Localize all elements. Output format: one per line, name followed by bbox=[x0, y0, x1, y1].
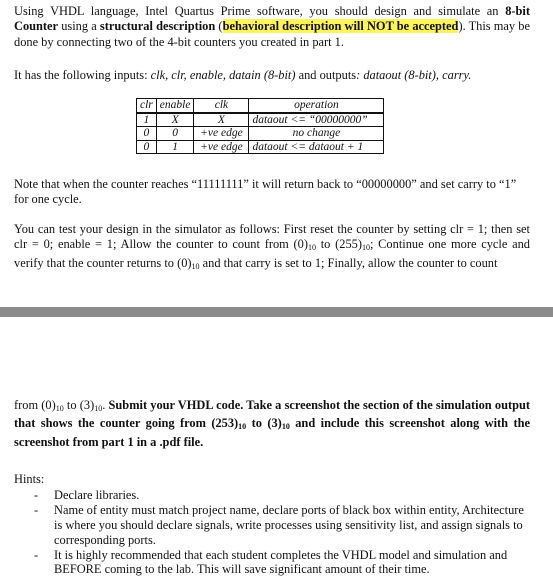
submission-instructions: Submit your VHDL code. Take a screenshot the section of the simulation output that shows the counter going from (253) bbox=[14, 398, 530, 431]
intro-text: ). This may be done by connecting two of the 4-bit counters you created in part 1. bbox=[14, 19, 530, 49]
table-cell: no change bbox=[249, 127, 384, 141]
list-item bbox=[14, 548, 530, 578]
hints-title: Hints: bbox=[14, 472, 45, 486]
table-cell: 0 bbox=[156, 127, 194, 141]
table-cell: 1 bbox=[137, 113, 157, 127]
table-cell: +ve edge bbox=[194, 140, 249, 154]
io-text: It has the following inputs: bbox=[14, 68, 151, 82]
table-row bbox=[137, 127, 384, 141]
hints-list bbox=[14, 488, 530, 577]
hints-section bbox=[14, 472, 530, 577]
hint-text: Declare libraries. bbox=[54, 488, 140, 503]
highlighted-warning: behavioral description will NOT be accepted bbox=[222, 19, 459, 34]
header-cell: clr bbox=[137, 99, 157, 113]
io-inputs: clk, clr, enable, datain (8-bit) bbox=[150, 68, 296, 82]
test-text: You can test your design in the simulator as follows: First reset the counter by setting clr = 1; then set clr = 0; enable = 1; Allow the counter to count from (0) bbox=[14, 222, 530, 252]
list-item bbox=[14, 488, 530, 503]
cont-text: from (0) bbox=[14, 398, 56, 412]
io-paragraph bbox=[14, 68, 530, 83]
header-cell: clk bbox=[194, 99, 249, 113]
subscript: 10 bbox=[281, 422, 290, 432]
subscript: 10 bbox=[191, 261, 200, 271]
test-paragraph bbox=[14, 222, 530, 274]
intro-text: using a bbox=[58, 19, 100, 34]
note-paragraph: Note that when the counter reaches “11111111” it will return back to “00000000” and set carry to “1” for one cycle. bbox=[14, 177, 517, 207]
table-cell: 0 bbox=[137, 127, 157, 141]
truth-table-header bbox=[137, 99, 384, 113]
list-item bbox=[14, 503, 530, 547]
intro-bold-structural: structural description bbox=[99, 19, 216, 34]
continuation-paragraph bbox=[14, 398, 530, 450]
hint-text: Name of entity must match project name, declare ports of black box within entity, Architecture is where you should declare signals, write processes using sensitivity list, and assign signals to corresponding ports. bbox=[54, 503, 524, 547]
table-cell: dataout <= dataout + 1 bbox=[249, 140, 384, 154]
submission-instructions: to (3) bbox=[246, 416, 282, 431]
table-cell: +ve edge bbox=[194, 127, 249, 141]
cont-text: . bbox=[102, 398, 109, 412]
hint-text: It is highly recommended that each student completes the VHDL model and simulation and BEFORE coming to the lab. This will save significant amount of their time. bbox=[54, 547, 508, 577]
test-text: ; Continue one more cycle and verify that the counter returns to (0) bbox=[14, 237, 530, 270]
table-row bbox=[137, 140, 384, 154]
page-break-divider bbox=[0, 307, 553, 317]
header-cell: operation bbox=[249, 99, 384, 113]
io-outputs: : dataout (8-bit), carry. bbox=[356, 68, 472, 82]
dash-bullet: - bbox=[34, 547, 39, 562]
table-row bbox=[137, 113, 384, 127]
cont-text: to (3) bbox=[63, 398, 95, 412]
subscript: 10 bbox=[94, 404, 103, 413]
table-cell: 0 bbox=[137, 140, 157, 154]
truth-table bbox=[136, 98, 384, 154]
intro-text: ( bbox=[215, 19, 223, 34]
io-text: and outputs bbox=[295, 68, 357, 82]
subscript: 10 bbox=[238, 422, 247, 432]
intro-text: Using VHDL language, Intel Quartus Prime software, you should design and simulate an bbox=[14, 4, 506, 18]
test-text: and that carry is set to 1; Finally, allow the counter to count bbox=[199, 255, 498, 270]
submission-instructions: and include this screenshot along with the screenshot from part 1 in a .pdf file. bbox=[14, 416, 530, 449]
table-cell: 1 bbox=[156, 140, 194, 154]
table-cell: X bbox=[156, 113, 194, 127]
intro-paragraph bbox=[14, 4, 530, 50]
table-cell: X bbox=[194, 113, 249, 127]
intro-bold-counter: 8-bit Counter bbox=[14, 4, 530, 34]
test-text: to (255) bbox=[315, 237, 362, 252]
table-cell: dataout <= “00000000” bbox=[249, 113, 384, 127]
subscript: 10 bbox=[361, 243, 370, 253]
dash-bullet: - bbox=[34, 488, 39, 503]
subscript: 10 bbox=[55, 404, 64, 413]
dash-bullet: - bbox=[34, 503, 39, 518]
header-cell: enable bbox=[156, 99, 194, 113]
subscript: 10 bbox=[307, 243, 316, 253]
